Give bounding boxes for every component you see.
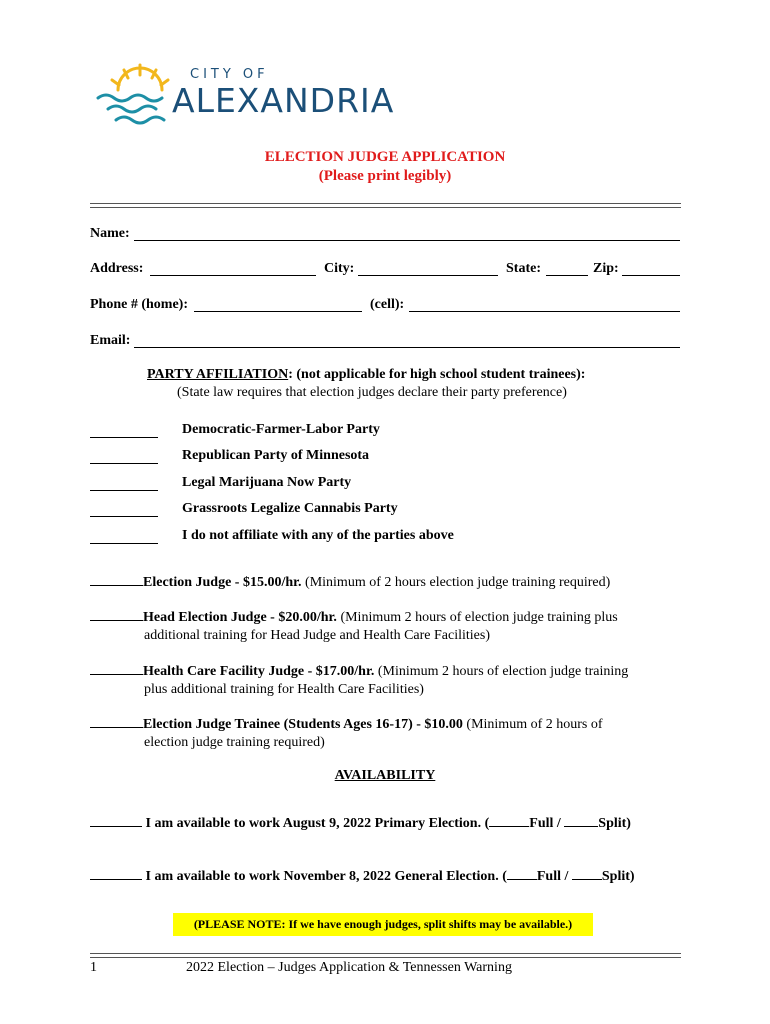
role-blank[interactable]	[90, 573, 143, 586]
party-blank[interactable]	[90, 503, 158, 517]
party-option: Grassroots Legalize Cannabis Party	[182, 501, 398, 516]
party-blank[interactable]	[90, 530, 158, 544]
party-blank[interactable]	[90, 450, 158, 464]
role-blank[interactable]	[90, 608, 143, 621]
city-label: City:	[324, 261, 355, 276]
nov-blank[interactable]	[90, 867, 142, 880]
party-blank[interactable]	[90, 424, 158, 438]
page-title: ELECTION JUDGE APPLICATION	[264, 149, 506, 165]
role-blank[interactable]	[90, 715, 143, 728]
aug-full-blank[interactable]	[489, 814, 529, 827]
email-field[interactable]	[134, 333, 680, 348]
name-label: Name:	[90, 226, 130, 241]
name-field[interactable]	[134, 226, 680, 241]
phone-cell-field[interactable]	[409, 297, 680, 312]
footer-divider	[90, 957, 681, 958]
party-note: (State law requires that election judges declare their party preference)	[177, 385, 567, 400]
party-heading: PARTY AFFILIATION: (not applicable for high school student trainees):	[147, 367, 586, 382]
party-option: Republican Party of Minnesota	[182, 448, 370, 463]
waves-icon	[98, 95, 164, 123]
state-label: State:	[506, 261, 541, 276]
nov-split-blank[interactable]	[572, 867, 602, 880]
role-item: Head Election Judge - $20.00/hr. (Minimum 2 hours of election judge training plus additional training for Head Judge and Health Care Facilities)	[90, 608, 680, 645]
city-field[interactable]	[358, 261, 498, 276]
address-field[interactable]	[150, 261, 316, 276]
footer-divider	[90, 953, 681, 954]
footer-text: 2022 Election – Judges Application & Tennessen Warning	[186, 960, 512, 975]
availability-aug: I am available to work August 9, 2022 Primary Election. ( Full / Split)	[90, 814, 631, 832]
aug-blank[interactable]	[90, 814, 142, 827]
phone-home-label: Phone # (home):	[90, 297, 188, 312]
availability-heading: AVAILABILITY	[334, 768, 436, 783]
role-item: Election Judge Trainee (Students Ages 16-17) - $10.00 (Minimum of 2 hours of election judge training required)	[90, 715, 680, 752]
email-label: Email:	[90, 333, 131, 348]
divider	[90, 207, 681, 208]
logo-city-of: CITY OF	[190, 67, 269, 82]
party-option: I do not affiliate with any of the parties above	[182, 528, 454, 543]
role-blank[interactable]	[90, 662, 143, 675]
party-option: Legal Marijuana Now Party	[182, 475, 352, 490]
phone-home-field[interactable]	[194, 297, 362, 312]
state-field[interactable]	[546, 261, 588, 276]
role-item: Election Judge - $15.00/hr. (Minimum of 2 hours election judge training required)	[90, 573, 680, 592]
role-item: Health Care Facility Judge - $17.00/hr. (Minimum 2 hours of election judge training plus additional training for Health Care Facilities)	[90, 662, 680, 699]
address-label: Address:	[90, 261, 144, 276]
nov-full-blank[interactable]	[507, 867, 537, 880]
aug-split-blank[interactable]	[564, 814, 598, 827]
page-number: 1	[90, 960, 97, 975]
party-option: Democratic-Farmer-Labor Party	[182, 422, 380, 437]
page-subtitle: (Please print legibly)	[318, 168, 452, 184]
logo-alexandria: ALEXANDRIA	[172, 81, 395, 120]
divider	[90, 203, 681, 204]
availability-nov: I am available to work November 8, 2022 General Election. ( Full / Split)	[90, 867, 635, 885]
phone-cell-label: (cell):	[370, 297, 405, 312]
sun-icon	[112, 65, 168, 90]
zip-field[interactable]	[622, 261, 680, 276]
split-shift-note: (PLEASE NOTE: If we have enough judges, split shifts may be available.)	[173, 913, 593, 936]
zip-label: Zip:	[593, 261, 619, 276]
party-blank[interactable]	[90, 477, 158, 491]
